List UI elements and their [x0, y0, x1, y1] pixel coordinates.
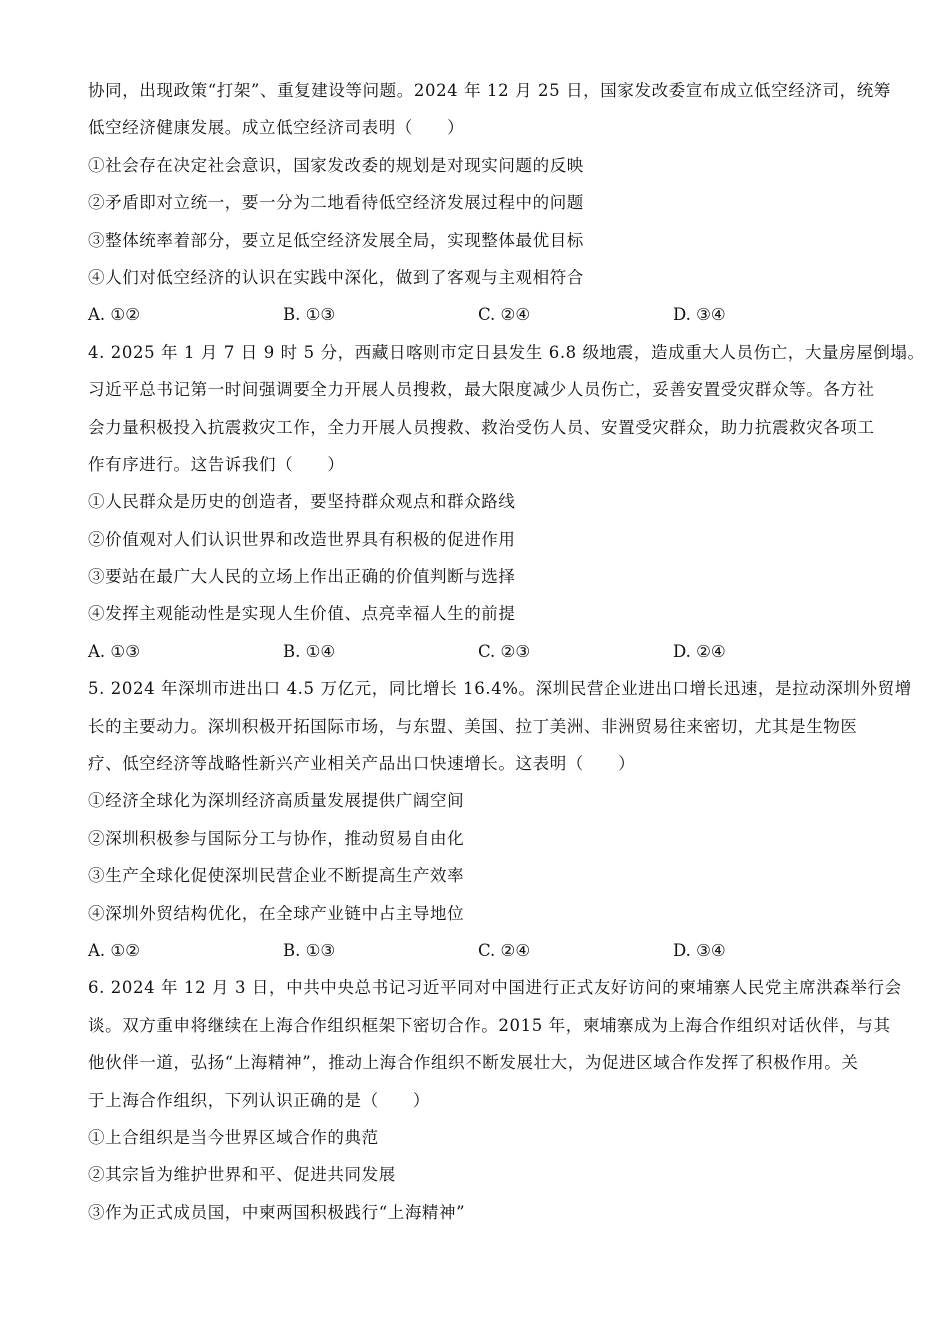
choice-c: C. ②④ [478, 940, 531, 960]
choice-d: D. ③④ [673, 940, 726, 960]
question-6 [88, 969, 902, 1231]
statement-option: ④人们对低空经济的认识在实践中深化，做到了客观与主观相符合 [88, 267, 584, 287]
statement-option: ④深圳外贸结构优化，在全球产业链中占主导地位 [88, 903, 465, 923]
answer-choices [88, 633, 868, 670]
statement-option: ②深圳积极参与国际分工与协作，推动贸易自由化 [88, 828, 465, 848]
exam-page [88, 72, 925, 1231]
choice-a: A. ①③ [88, 641, 140, 661]
question-text-line: 谈。双方重申将继续在上海合作组织框架下密切合作。2015 年，柬埔寨成为上海合作组织对话伙伴，与其 [88, 1015, 891, 1035]
question-text-line: 他伙伴一道，弘扬“上海精神”，推动上海合作组织不断发展壮大，为促进区域合作发挥了积极作用。关 [88, 1053, 859, 1073]
choice-d: D. ②④ [673, 641, 726, 661]
statement-option: ④发挥主观能动性是实现人生价值、点亮幸福人生的前提 [88, 604, 516, 624]
statement-option: ③要站在最广大人民的立场上作出正确的价值判断与选择 [88, 567, 516, 587]
choice-b: B. ①③ [283, 940, 336, 960]
answer-choices [88, 932, 868, 969]
statement-option: ②矛盾即对立统一，要一分为二地看待低空经济发展过程中的问题 [88, 193, 584, 213]
statement-option: ①社会存在决定社会意识，国家发改委的规划是对现实问题的反映 [88, 155, 584, 175]
statement-option: ①人民群众是历史的创造者，要坚持群众观点和群众路线 [88, 492, 516, 512]
statement-option: ③作为正式成员国，中柬两国积极践行“上海精神” [88, 1202, 466, 1222]
question-4 [88, 334, 925, 671]
answer-choices [88, 296, 868, 333]
statement-option: ②价值观对人们认识世界和改造世界具有积极的促进作用 [88, 529, 516, 549]
statement-option: ③生产全球化促使深圳民营企业不断提高生产效率 [88, 866, 465, 886]
question-text-line: 4. 2025 年 1 月 7 日 9 时 5 分，西藏日喀则市定日县发生 6.8 级地震，造成重大人员伤亡，大量房屋倒塌。 [88, 342, 925, 362]
question-text-line: 长的主要动力。深圳积极开拓国际市场，与东盟、美国、拉丁美洲、非洲贸易往来密切，尤其是生物医 [88, 716, 858, 736]
choice-a: A. ①② [88, 940, 140, 960]
statement-option: ①上合组织是当今世界区域合作的典范 [88, 1127, 379, 1147]
choice-b: B. ①④ [283, 641, 336, 661]
question-text-line: 协同，出现政策“打架”、重复建设等问题。2024 年 12 月 25 日，国家发改委宣布成立低空经济司，统筹 [88, 81, 891, 100]
question-3 [88, 72, 891, 334]
question-text-line: 会力量积极投入抗震救灾工作，全力开展人员搜救、救治受伤人员、安置受灾群众，助力抗震救灾各项工 [88, 417, 875, 437]
statement-option: ③整体统率着部分，要立足低空经济发展全局，实现整体最优目标 [88, 230, 584, 250]
question-text-line: 习近平总书记第一时间强调要全力开展人员搜救，最大限度减少人员伤亡，妥善安置受灾群众等。各方社 [88, 380, 875, 400]
question-text-line: 作有序进行。这告诉我们（ ） [88, 454, 345, 474]
question-text-line: 低空经济健康发展。成立低空经济司表明（ ） [88, 118, 465, 138]
question-text-line: 6. 2024 年 12 月 3 日，中共中央总书记习近平同对中国进行正式友好访问的柬埔寨人民党主席洪森举行会 [88, 978, 902, 998]
statement-option: ②其宗旨为维护世界和平、促进共同发展 [88, 1165, 396, 1185]
question-text-line: 5. 2024 年深圳市进出口 4.5 万亿元，同比增长 16.4%。深圳民营企业进出口增长迅速，是拉动深圳外贸增 [88, 679, 912, 699]
statement-option: ①经济全球化为深圳经济高质量发展提供广阔空间 [88, 791, 465, 811]
question-text-line: 疗、低空经济等战略性新兴产业相关产品出口快速增长。这表明（ ） [88, 754, 636, 774]
question-text-line: 于上海合作组织，下列认识正确的是（ ） [88, 1090, 430, 1110]
choice-c: C. ②③ [478, 641, 531, 661]
choice-b: B. ①③ [283, 305, 336, 325]
question-5 [88, 670, 912, 969]
choice-a: A. ①② [88, 305, 140, 325]
choice-c: C. ②④ [478, 305, 531, 325]
choice-d: D. ③④ [673, 305, 726, 325]
